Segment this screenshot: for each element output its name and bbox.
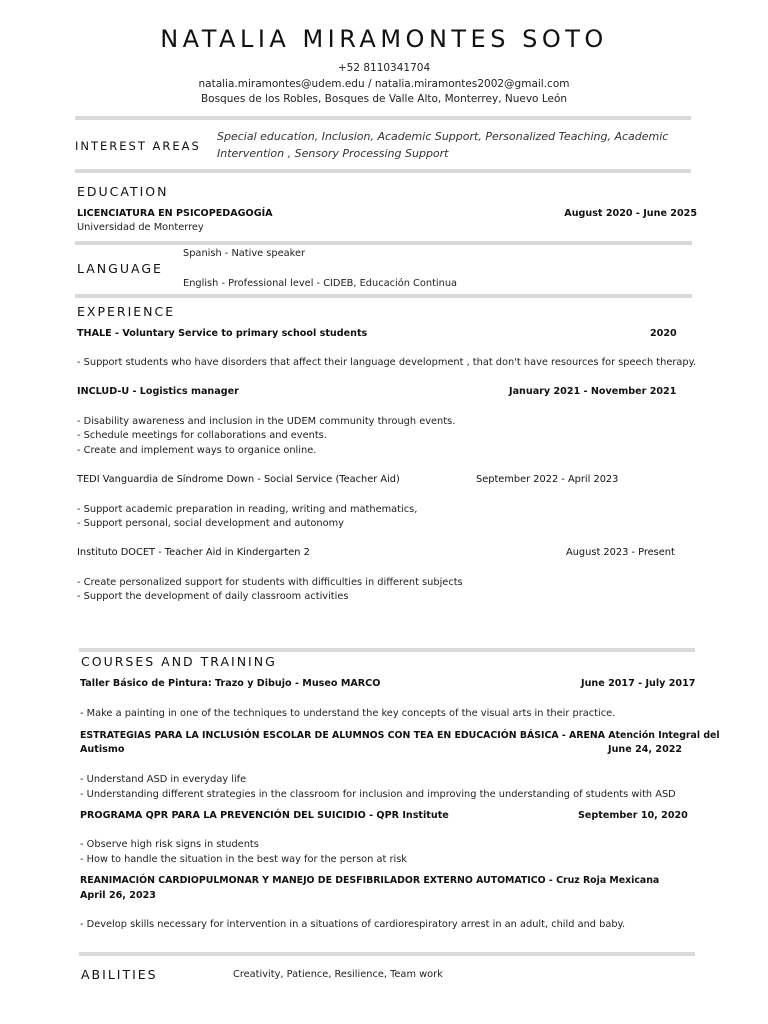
course-bullet: - Understanding different strategies in the classroom for inclusion and improving the understanding of students with ASD [80, 789, 676, 800]
job-bullet: - Create and implement ways to organice online. [77, 445, 317, 456]
divider [79, 952, 695, 956]
job-title: Instituto DOCET - Teacher Aid in Kindergarten 2 [77, 547, 310, 558]
course-title: PROGRAMA QPR PARA LA PREVENCIÓN DEL SUICIDIO - QPR Institute [80, 810, 449, 821]
emails: natalia.miramontes@udem.edu / natalia.miramontes2002@gmail.com [198, 78, 570, 90]
job-bullet: - Schedule meetings for collaborations and events. [77, 430, 327, 441]
section-title-abilities: ABILITIES [81, 967, 158, 982]
course-title: REANIMACIÓN CARDIOPULMONAR Y MANEJO DE DESFIBRILADOR EXTERNO AUTOMATICO - Cruz Roja Mexicana [80, 875, 660, 886]
course-bullet: - Understand ASD in everyday life [80, 774, 247, 785]
divider [75, 116, 691, 120]
job-bullet: - Support personal, social development and autonomy [77, 518, 344, 529]
divider [79, 648, 695, 652]
interest-line-1: Special education, Inclusion, Academic Support, Personalized Teaching, Academic [217, 130, 669, 143]
job-bullet: - Create personalized support for students with difficulties in different subjects [77, 577, 463, 588]
job-bullet: - Support academic preparation in reading, writing and mathematics, [77, 504, 418, 515]
job-bullet: - Disability awareness and inclusion in the UDEM community through events. [77, 416, 456, 427]
course-bullet: - Make a painting in one of the techniques to understand the key concepts of the visual arts in their practice. [80, 708, 616, 719]
job-dates: August 2023 - Present [566, 547, 675, 558]
course-title-cont: Autismo [80, 744, 125, 755]
job-title: THALE - Voluntary Service to primary school students [77, 328, 368, 339]
job-dates: 2020 [650, 328, 677, 339]
job-title: TEDI Vanguardia de Síndrome Down - Social Service (Teacher Aid) [77, 474, 400, 485]
phone: +52 8110341704 [337, 62, 431, 74]
section-title-education: EDUCATION [77, 184, 169, 199]
language-item: Spanish - Native speaker [183, 248, 306, 259]
divider [75, 294, 692, 298]
course-dates: September 10, 2020 [578, 810, 688, 821]
job-dates: January 2021 - November 2021 [509, 386, 677, 397]
address: Bosques de los Robles, Bosques de Valle Alto, Monterrey, Nuevo León [200, 93, 568, 105]
degree-title: LICENCIATURA EN PSICOPEDAGOGÍA [77, 208, 273, 219]
school-name: Universidad de Monterrey [77, 222, 204, 233]
language-item: English - Professional level - CIDEB, Educación Continua [183, 278, 458, 289]
job-bullet: - Support the development of daily classroom activities [77, 591, 349, 602]
degree-dates: August 2020 - June 2025 [564, 208, 697, 219]
course-bullet: - Observe high risk signs in students [80, 839, 259, 850]
course-title: Taller Básico de Pintura: Trazo y Dibujo - Museo MARCO [80, 678, 381, 689]
divider [75, 241, 692, 245]
abilities-list: Creativity, Patience, Resilience, Team work [233, 969, 443, 980]
section-title-experience: EXPERIENCE [77, 304, 176, 319]
job-bullet: - Support students who have disorders that affect their language development , that don't have resources for speech therapy. [77, 357, 697, 368]
course-dates: April 26, 2023 [80, 890, 156, 901]
course-bullet: - Develop skills necessary for intervention in a situations of cardiorespiratory arrest in an adult, child and baby. [80, 919, 626, 930]
section-title-interest: INTEREST AREAS [75, 139, 201, 153]
divider [75, 169, 691, 173]
candidate-name: NATALIA MIRAMONTES SOTO [160, 25, 608, 53]
interest-line-2: Intervention , Sensory Processing Support [217, 147, 449, 160]
section-title-language: LANGUAGE [77, 261, 163, 276]
job-dates: September 2022 - April 2023 [476, 474, 619, 485]
course-title: ESTRATEGIAS PARA LA INCLUSIÓN ESCOLAR DE ALUMNOS CON TEA EN EDUCACIÓN BÁSICA - ARENA Atención Integral del [80, 730, 720, 741]
course-dates: June 24, 2022 [608, 744, 683, 755]
section-title-courses: COURSES AND TRAINING [81, 654, 277, 669]
course-dates: June 2017 - July 2017 [581, 678, 696, 689]
job-title: INCLUD-U - Logistics manager [77, 386, 239, 397]
course-bullet: - How to handle the situation in the best way for the person at risk [80, 854, 407, 865]
